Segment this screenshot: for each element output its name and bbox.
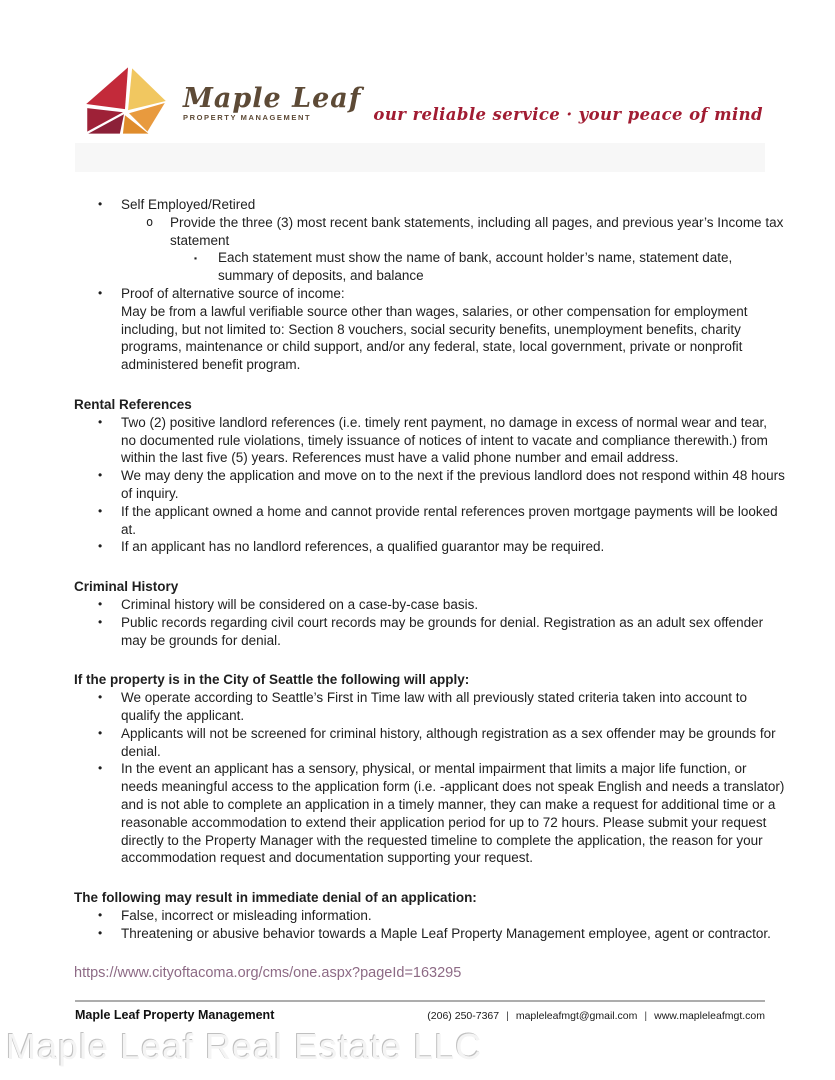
bullet-text-line: Each statement must show the name of bank, account holder’s name, statement date, summary of deposits, and balance [218,250,733,284]
bullet-text [121,725,785,761]
bullet-text-line: Public records regarding civil court records may be grounds for denial. Registration as an adult sex offender may be grounds for denial. [121,614,764,648]
bullet-text [170,214,785,250]
bullet-text-line: Two (2) positive landlord references (i.e. timely rent payment, no damage in excess of normal wear and tear, no documented rule violations, timely issuance of notices of intent to vacate and compliance therewith.) from within the last five (5) years. References must have a valid phone number and email address. [121,414,768,466]
page-footer [75,1000,765,1022]
bullet-marker-icon: • [98,285,103,300]
maple-leaf-logo [75,66,361,136]
bullet-marker-icon: • [98,503,103,518]
bullet-item [74,760,785,867]
bullet-item [74,214,785,250]
footer-separator: | [506,1010,509,1022]
bullet-item [74,467,785,503]
bullet-text-line: Threatening or abusive behavior towards a Maple Leaf Property Management employee, agent or contractor. [121,925,771,941]
document-section [74,396,785,556]
bullet-item [74,925,785,943]
tacoma-link[interactable]: https://www.cityoftacoma.org/cms/one.aspx?pageId=163295 [74,965,462,982]
bullet-text-line: We operate according to Seattle’s First in Time law with all previously stated criteria taken into account to qualify the applicant. [121,690,748,723]
bullet-marker-icon: • [98,690,103,705]
bullet-text-line: False, incorrect or misleading information. [121,907,372,923]
logo-title: Maple Leaf [183,83,362,114]
bullet-item [74,249,785,285]
bullet-text [121,196,785,214]
bullet-text-line: Provide the three (3) most recent bank statements, including all pages, and previous year’s Income tax statement [170,214,784,248]
link-row [74,964,785,983]
section-heading: Rental References [74,396,192,412]
bullet-marker-icon: • [98,761,103,776]
bullet-text-line: Self Employed/Retired [121,197,256,212]
bullet-text [121,467,785,503]
bullet-marker-icon: o [146,214,154,229]
bullet-text [218,249,785,285]
footer-separator: | [644,1010,648,1022]
bullet-text [121,538,785,556]
company-tagline: our reliable service · your peace of mind [373,105,763,124]
bullet-item [74,414,785,467]
footer-phone: (206) 250-7367 [427,1010,500,1022]
bullet-text [121,503,785,539]
bullet-text [121,596,785,614]
document-body [74,196,785,983]
bullet-item [74,725,785,761]
bullet-item [74,596,785,614]
footer-company-name: Maple Leaf Property Management [75,1008,275,1022]
bullet-text [121,925,785,943]
document-section [74,671,785,867]
bullet-marker-icon: • [98,596,103,611]
bullet-text [121,614,785,650]
bullet-text [121,760,785,867]
footer-website: www.mapleleafmgt.com [654,1010,765,1022]
bullet-item [74,285,785,374]
document-section [74,196,785,374]
header-divider-band [75,143,765,172]
bullet-marker-icon: ▪ [194,253,198,264]
bullet-item [74,538,785,556]
bullet-text [121,689,785,725]
document-section [74,889,785,942]
logo-subtitle: PROPERTY MANAGEMENT [183,113,312,122]
bullet-marker-icon: • [98,468,103,483]
bullet-text [121,414,785,467]
bullet-marker-icon: • [98,925,103,940]
bullet-item [74,689,785,725]
bullet-text [121,285,785,374]
section-heading: Criminal History [74,579,179,595]
bullet-marker-icon: • [98,197,103,211]
footer-email: mapleleafmgt@gmail.com [515,1010,638,1022]
footer-contacts [427,1010,765,1022]
section-heading: The following may result in immediate denial of an application: [74,890,477,906]
bullet-text [121,907,785,925]
bullet-item [74,196,785,214]
logo-house-icon [75,66,177,136]
document-section [74,578,785,649]
logo-text [183,83,362,122]
bullet-item [74,907,785,925]
bullet-text-line: We may deny the application and move on to the next if the previous landlord does not respond within 48 hours of inquiry. [121,468,785,501]
bullet-marker-icon: • [98,414,103,429]
bullet-marker-icon: • [98,725,103,740]
bullet-marker-icon: • [98,907,103,922]
bullet-item [74,614,785,650]
bullet-continuation: May be from a lawful verifiable source other than wages, salaries, or other compensation for employment including, but not limited to: Section 8 vouchers, social security benefits, unemployment benefits, charity programs, maintenance or child support, and/or any federal, state, local government, private or nonprofit administered benefit program. [121,303,748,373]
bullet-text-line: Proof of alternative source of income: [121,285,345,301]
bullet-marker-icon: • [98,614,103,629]
bullet-text-line: If an applicant has no landlord references, a qualified guarantor may be required. [121,539,605,555]
bullet-text-line: In the event an applicant has a sensory, physical, or mental impairment that limits a major life function, or needs meaningful access to the application form (i.e. -applicant does not speak English and needs a translator) and is not able to complete an application in a timely manner, they can make a request for additional time or a reasonable accommodation to extend their application period for up to 72 hours. Please submit your request directly to the Property Manager with the requested timeline to complete the application, the reason for your accommodation request and documentation supporting your request. [121,761,785,866]
bullet-marker-icon: • [98,539,103,554]
bullet-text-line: Applicants will not be screened for criminal history, although registration as a sex offender may be grounds for denial. [121,725,776,759]
bullet-text-line: Criminal history will be considered on a case-by-case basis. [121,596,479,612]
bullet-text-line: If the applicant owned a home and cannot provide rental references proven mortgage payments will be looked at. [121,503,778,537]
bullet-item [74,503,785,539]
watermark-text: Maple Leaf Real Estate LLC [6,1026,483,1067]
section-heading: If the property is in the City of Seattle the following will apply: [74,672,470,688]
